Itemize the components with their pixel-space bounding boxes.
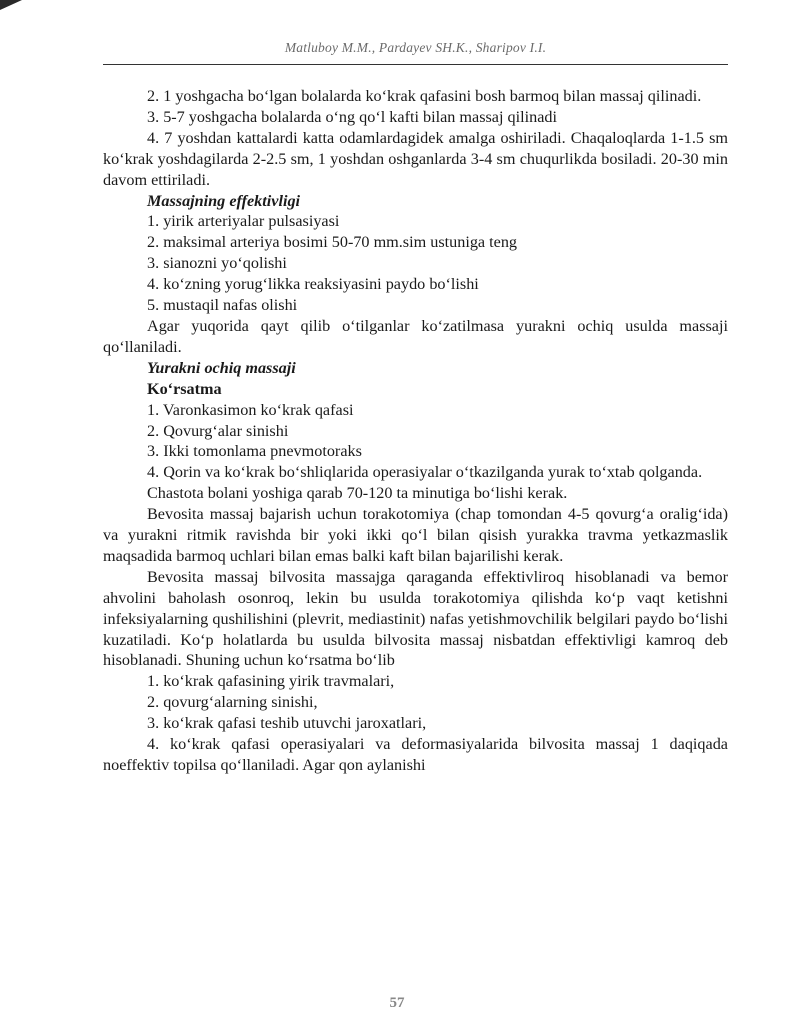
header-rule [103,64,728,65]
page-number: 57 [389,995,405,1011]
list-item: 4. ko‘zning yorug‘likka reaksiyasini paydo bo‘lishi [147,275,479,294]
paragraph: 4. Qorin va ko‘krak bo‘shliqlarida operasiyalar o‘tkazilganda yurak to‘xtab qolganda. [147,463,703,482]
list-item: 3. Ikki tomonlama pnevmotoraks [147,442,362,461]
list-item: 1. yirik arteriyalar pulsasiyasi [147,212,340,231]
running-header: Matluboy M.M., Pardayev SH.K., Sharipov I.I. [284,40,547,55]
paragraph: Bevosita massaj bilvosita massajga qaraganda effektivliroq hisoblanadi va bemor ahvolini baholash osonroq, lekin bu usulda torakotomiya qilishda ko‘p vaqt ketishni infeksiyalarning qushilishini (plevrit, mediastinit) nafas yetishmovchilik belgilari paydo bo‘lishi kuzatiladi. Ko‘p holatlarda bu usulda bilvosita massaj nisbatdan effektivligi kamroq deb hisoblanadi. Shuning uchun ko‘rsatma bo‘lib [103,567,728,670]
list-item: 3. ko‘krak qafasi teshib utuvchi jaroxatlari, [147,714,427,733]
list-item: 1. ko‘krak qafasining yirik travmalari, [147,672,395,691]
paragraph: 3. 5-7 yoshgacha bolalarda o‘ng qo‘l kafti bilan massaj qilinadi [147,107,557,126]
paragraph: 2. 1 yoshgacha bo‘lgan bolalarda ko‘krak qafasini bosh barmoq bilan massaj qilinadi. [147,87,702,105]
section-heading: Massajning effektivligi [147,191,301,210]
list-item: 1. Varonkasimon ko‘krak qafasi [147,400,354,419]
paragraph: Chastota bolani yoshiga qarab 70-120 ta minutiga bo‘lishi kerak. [147,484,568,503]
list-item: 2. maksimal arteriya bosimi 50-70 mm.sim ustuniga teng [147,233,518,252]
paragraph: 4. 7 yoshdan kattalardi katta odamlardagidek amalga oshiriladi. Chaqaloqlarda 1-1.5 sm ko‘krak yoshdagilarda 2-2.5 sm, 1 yoshdan oshganlarda 3-4 sm chuqurlikda bosiladi. 20-30 min davom ettiriladi. [103,128,728,189]
list-item: 5. mustaqil nafas olishi [147,296,298,315]
section-heading: Yurakni ochiq massaji [147,358,296,377]
paragraph: Agar yuqorida qayt qilib o‘tilganlar ko‘zatilmasa yurakni ochiq usulda massaji qo‘llaniladi. [103,316,728,356]
page-body [103,86,728,776]
paragraph: 4. ko‘krak qafasi operasiyalari va deformasiyalarida bilvosita massaj 1 daqiqada noeffektiv topilsa qo‘llaniladi. Agar qon aylanishi [103,735,728,774]
list-item: 3. sianozni yo‘qolishi [147,254,287,273]
paragraph: Bevosita massaj bajarish uchun torakotomiya (chap tomondan 4-5 qovurg‘a oralig‘ida) va yurakni ritmik ravishda bir yoki ikki qo‘l bilan qisish yurakka travma yetkazmaslik maqsadida barmoq uchlari bilan emas balki kaft bilan bajarilishi kerak. [103,505,728,565]
list-item: 2. Qovurg‘alar sinishi [147,421,289,440]
list-item: 2. qovurg‘alarning sinishi, [147,693,318,712]
page-corner-mark [0,0,22,10]
sub-heading: Ko‘rsatma [147,379,222,398]
